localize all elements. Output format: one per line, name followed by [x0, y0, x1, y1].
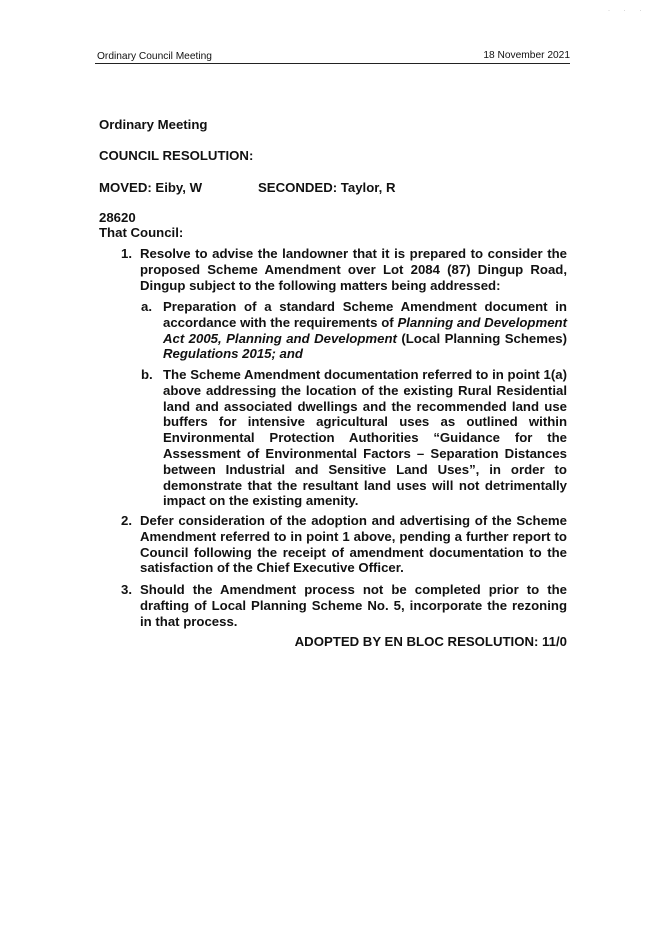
seconded-by: SECONDED: Taylor, R	[258, 180, 396, 195]
subitem-text-part: (Local Planning Schemes)	[396, 330, 568, 346]
item-text: Resolve to advise the landowner that it is prepared to consider the proposed Scheme Amendment over Lot 2084 (87) Dingup Road, Dingup subject to the following matters being addressed:	[140, 246, 567, 293]
resolution-item-3	[121, 582, 567, 629]
subitem-letter: a.	[141, 299, 152, 314]
subitem-text	[163, 299, 567, 362]
page-header	[95, 49, 570, 64]
adopted-statement: ADOPTED BY EN BLOC RESOLUTION: 11/0	[294, 634, 567, 649]
item-number: 1.	[121, 246, 132, 261]
resolution-subitem-b	[141, 367, 567, 509]
subitem-italic-regulations: Regulations 2015; and	[163, 346, 303, 362]
that-council: That Council:	[99, 225, 184, 240]
subitem-letter: b.	[141, 367, 153, 382]
scan-specks: · · ·	[608, 8, 648, 14]
item-text: Defer consideration of the adoption and advertising of the Scheme Amendment referred to in point 1 above, pending a further report to Council following the receipt of amendment documentation to the satisfaction of the Chief Executive Officer.	[140, 513, 567, 576]
meeting-type: Ordinary Meeting	[99, 117, 208, 132]
moved-by: MOVED: Eiby, W	[99, 180, 203, 195]
subitem-text: The Scheme Amendment documentation referred to in point 1(a) above addressing the location of the existing Rural Residential land and associated dwellings and the recommended land use buffers for intensive agricultural uses as outlined within Environmental Protection Authorities “Guidance for the Assessment of Environmental Factors – Separation Distances between Industrial and Sensitive Land Uses”, in order to demonstrate that the resultant land uses will not detrimentally impact on the existing amenity.	[163, 367, 567, 509]
item-text: Should the Amendment process not be completed prior to the drafting of Local Planning Scheme No. 5, incorporate the rezoning in that process.	[140, 582, 567, 629]
resolution-number: 28620	[99, 210, 136, 225]
resolution-item-2	[121, 513, 567, 576]
header-meeting-title: Ordinary Council Meeting	[97, 51, 212, 62]
resolution-heading: COUNCIL RESOLUTION:	[99, 148, 254, 163]
item-number: 2.	[121, 513, 132, 528]
subitem-italic-act: Planning and Development Act 2005, Planning and Development	[163, 314, 567, 346]
header-date: 18 November 2021	[483, 50, 570, 61]
subitem-text-part: Preparation of a standard Scheme Amendment document in accordance with the requirements of	[163, 299, 567, 330]
item-number: 3.	[121, 582, 132, 597]
resolution-subitem-a	[141, 299, 567, 362]
resolution-item-1	[121, 246, 567, 293]
